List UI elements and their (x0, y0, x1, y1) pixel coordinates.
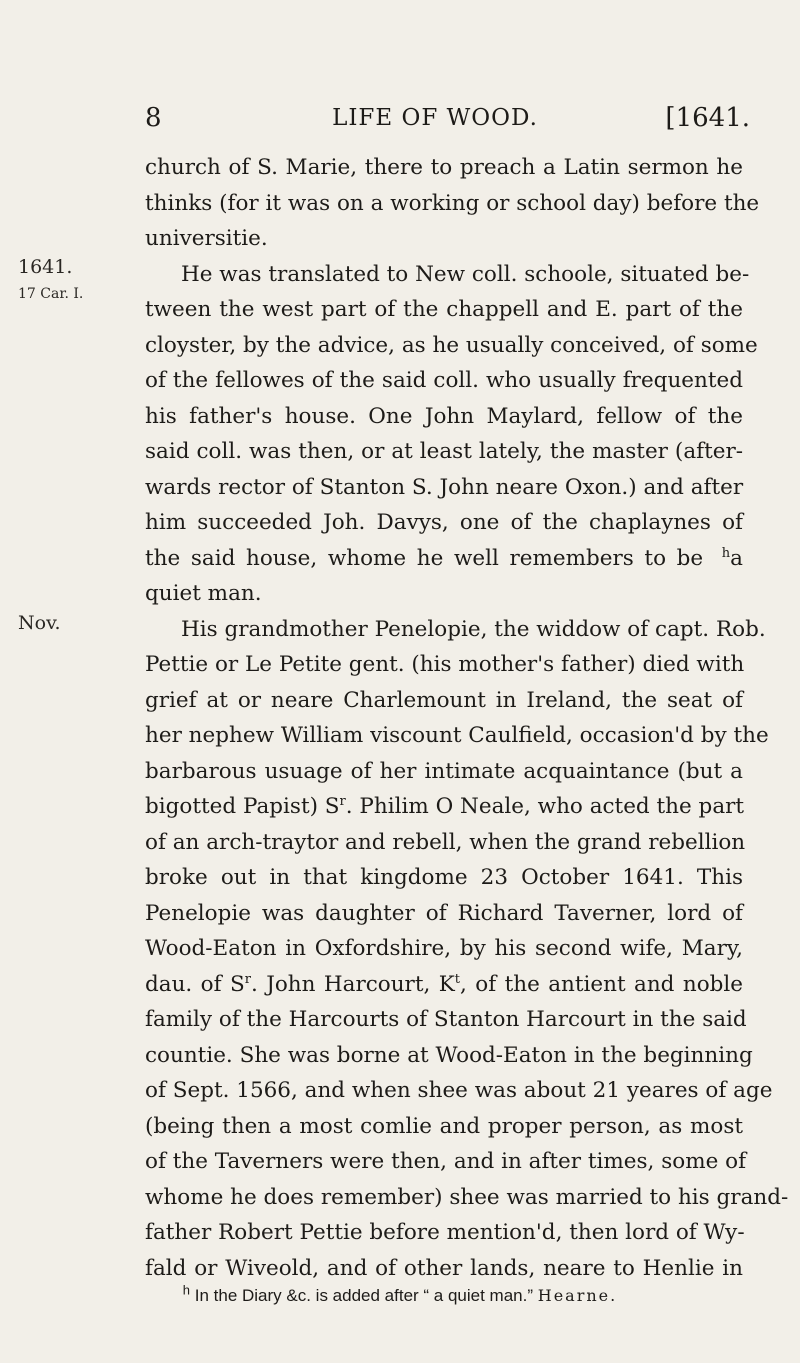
text-line: whome he does remember) shee was married to his grand- (145, 1184, 789, 1210)
text-line: of Sept. 1566, and when shee was about 21 yeares of age (145, 1078, 773, 1103)
header-year: [1641. (665, 103, 750, 133)
text-line: wards rector of Stanton S. John neare Oxon.) and after (145, 474, 744, 500)
text-segment: the said house, whome he well remembers to be (145, 545, 704, 571)
text-line: church of S. Marie, there to preach a Latin sermon he (145, 155, 743, 180)
text-line: universitie. (145, 226, 268, 251)
text-segment: dau. of S (145, 971, 245, 997)
footnote-author: Hearne. (537, 1286, 618, 1305)
text-line: tween the west part of the chappell and E. part of the (145, 297, 743, 322)
text-line: thinks (for it was on a working or school day) before the (145, 190, 760, 216)
text-segment: bigotted Papist) S (145, 794, 340, 819)
text-line: said coll. was then, or at least lately, the master (after- (145, 439, 743, 464)
text-line: family of the Harcourts of Stanton Harcourt in the said (145, 1007, 747, 1032)
text-line: He was translated to New coll. schoole, situated be- (181, 261, 750, 287)
text-line: broke out in that kingdome 23 October 1641. This (145, 865, 743, 890)
text-line: grief at or neare Charlemount in Ireland, the seat of (145, 687, 743, 713)
text-line: Penelopie was daughter of Richard Taverner, lord of (145, 900, 743, 926)
text-line: him succeeded Joh. Davys, one of the chaplaynes of (145, 510, 743, 535)
text-line: quiet man. (145, 581, 262, 606)
page-number: 8 (145, 103, 162, 133)
running-header (120, 103, 750, 143)
margin-month: Nov. (18, 612, 61, 634)
text-segment: a (730, 545, 743, 571)
text-line: of the Taverners were then, and in after times, some of (145, 1149, 747, 1174)
text-line (145, 541, 743, 577)
text-line: fald or Wiveold, and of other lands, neare to Henlie in (145, 1255, 743, 1281)
superscript: r (339, 793, 346, 809)
margin-regnal-year: 17 Car. I. (18, 286, 84, 302)
text-line: of the fellowes of the said coll. who usually frequented (145, 368, 743, 393)
text-line (145, 967, 743, 1003)
text-line: Wood-Eaton in Oxfordshire, by his second wife, Mary, (145, 936, 743, 961)
footnote-ref: h (721, 545, 731, 561)
text-line: countie. She was borne at Wood-Eaton in the beginning (145, 1042, 753, 1068)
footnote (0, 1282, 800, 1306)
text-line: his father's house. One John Maylard, fellow of the (145, 403, 743, 429)
text-line: father Robert Pettie before mention'd, then lord of Wy- (145, 1220, 745, 1245)
superscript: t (454, 971, 461, 987)
text-segment: . Philim O Neale, who acted the part (345, 794, 745, 819)
text-segment: . John Harcourt, K (250, 971, 455, 997)
footnote-mark: h (182, 1282, 191, 1298)
text-line: Pettie or Le Petite gent. (his mother's father) died with (145, 652, 745, 677)
text-line: His grandmother Penelopie, the widdow of capt. Rob. (181, 616, 766, 642)
body-text (145, 150, 789, 1286)
margin-year: 1641. (18, 256, 73, 278)
text-segment: , of the antient and noble (460, 971, 744, 997)
footnote-text: In the Diary &c. is added after “ a quiet man.” (190, 1286, 538, 1305)
text-line: cloyster, by the advice, as he usually conceived, of some (145, 332, 758, 358)
superscript: r (244, 971, 251, 987)
text-line: her nephew William viscount Caulfield, occasion'd by the (145, 723, 769, 748)
running-title: LIFE OF WOOD. (332, 105, 538, 131)
text-line: barbarous usuage of her intimate acquaintance (but a (145, 758, 743, 784)
text-line (145, 789, 743, 825)
text-line: of an arch-traytor and rebell, when the grand rebellion (145, 829, 746, 855)
text-line: (being then a most comlie and proper person, as most (145, 1113, 743, 1139)
